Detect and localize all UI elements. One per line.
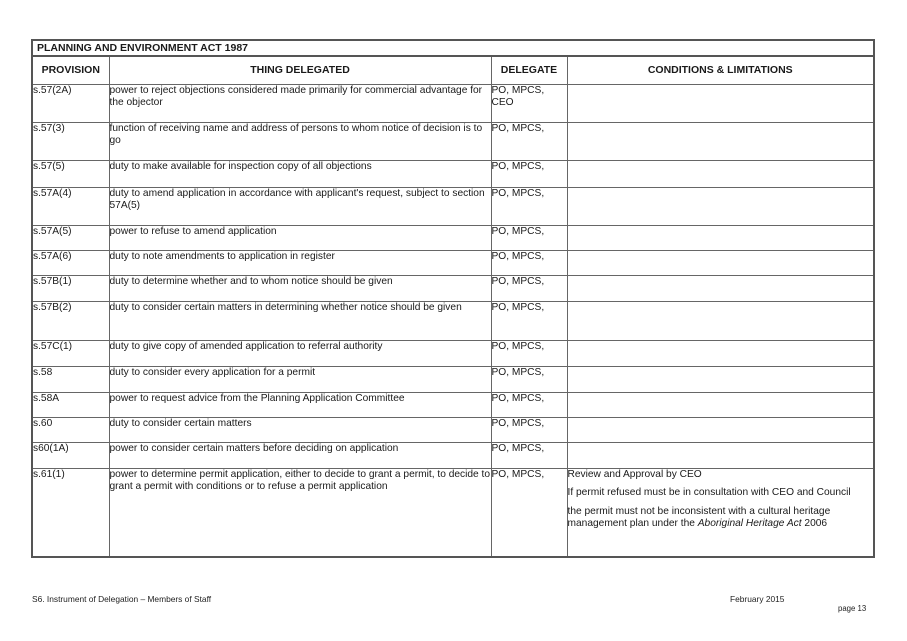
provision-cell: s.57(5) [32,160,109,187]
thing-delegated-cell: power to determine permit application, either to decide to grant a permit, to decide to grant a permit with conditions or to refuse a permit application [109,468,491,557]
provision-cell: s.58 [32,366,109,392]
table-row [32,340,874,366]
table-row [32,442,874,468]
provision-cell: s.57B(2) [32,301,109,340]
conditions-cell [567,417,874,442]
provision-cell: s.58A [32,392,109,417]
provision-cell: s.57A(5) [32,225,109,250]
thing-delegated-cell: duty to consider every application for a permit [109,366,491,392]
table-row [32,468,874,557]
table-row [32,160,874,187]
provision-cell: s.57(2A) [32,84,109,122]
delegate-cell: PO, MPCS, [491,160,567,187]
conditions-cell [567,468,874,557]
provision-cell: s.57A(6) [32,250,109,275]
delegation-table [31,39,875,558]
delegate-cell: PO, MPCS, [491,340,567,366]
delegate-cell: PO, MPCS, [491,301,567,340]
act-name: Aboriginal Heritage Act [697,518,802,529]
provision-cell: s60(1A) [32,442,109,468]
conditions-cell [567,340,874,366]
provision-cell: s.57A(4) [32,187,109,225]
provision-cell: s.61(1) [32,468,109,557]
delegate-cell: PO, MPCS, [491,392,567,417]
footer-document-title: S6. Instrument of Delegation – Members of Staff [32,594,212,604]
table-row [32,122,874,160]
conditions-cell [567,301,874,340]
table-row [32,250,874,275]
provision-cell: s.57C(1) [32,340,109,366]
thing-delegated-cell: duty to amend application in accordance with applicant's request, subject to section 57A(5) [109,187,491,225]
thing-delegated-cell: power to reject objections considered made primarily for commercial advantage for the objector [109,84,491,122]
footer-page-number: page 13 [838,604,867,613]
delegate-cell: PO, MPCS, [491,225,567,250]
thing-delegated-cell: function of receiving name and address of persons to whom notice of decision is to go [109,122,491,160]
table-row [32,392,874,417]
condition-permit-refused: If permit refused must be in consultation with CEO and Council [567,487,851,498]
thing-delegated-cell: power to consider certain matters before deciding on application [109,442,491,468]
act-year: 2006 [801,518,828,529]
conditions-cell [567,392,874,417]
condition-review-approval: Review and Approval by CEO [567,468,702,480]
table-title: PLANNING AND ENVIRONMENT ACT 1987 [32,40,874,56]
delegate-cell: PO, MPCS, [491,187,567,225]
provision-cell: s.60 [32,417,109,442]
table-header-row [32,56,874,85]
conditions-cell [567,122,874,160]
thing-delegated-cell: power to refuse to amend application [109,225,491,250]
conditions-cell [567,187,874,225]
table-row [32,187,874,225]
delegate-cell: PO, MPCS, [491,275,567,301]
thing-delegated-cell: duty to consider certain matters [109,417,491,442]
table-row [32,275,874,301]
delegate-cell: PO, MPCS, [491,468,567,557]
column-header-thing-delegated: THING DELEGATED [109,56,491,85]
table-row [32,366,874,392]
conditions-cell [567,366,874,392]
column-header-conditions: CONDITIONS & LIMITATIONS [567,56,874,85]
column-header-provision: PROVISION [32,56,109,85]
table-row [32,84,874,122]
condition-heritage-text: the permit must not be inconsistent with a cultural heritage management plan under the [567,505,831,529]
thing-delegated-cell: duty to determine whether and to whom notice should be given [109,275,491,301]
conditions-cell [567,275,874,301]
table-row [32,417,874,442]
table-row [32,225,874,250]
table-row [32,301,874,340]
provision-cell: s.57(3) [32,122,109,160]
thing-delegated-cell: duty to give copy of amended application to referral authority [109,340,491,366]
delegate-cell: PO, MPCS, [491,250,567,275]
delegate-cell: PO, MPCS, [491,417,567,442]
conditions-cell [567,250,874,275]
condition-heritage-plan [568,506,874,531]
column-header-delegate: DELEGATE [491,56,567,85]
footer-date: February 2015 [730,594,785,604]
thing-delegated-cell: duty to note amendments to application in register [109,250,491,275]
conditions-cell [567,442,874,468]
delegate-cell: PO, MPCS, [491,122,567,160]
conditions-cell [567,160,874,187]
thing-delegated-cell: power to request advice from the Planning Application Committee [109,392,491,417]
conditions-cell [567,225,874,250]
delegate-cell: PO, MPCS, CEO [491,84,567,122]
conditions-cell [567,84,874,122]
table-title-row [32,40,874,56]
thing-delegated-cell: duty to consider certain matters in determining whether notice should be given [109,301,491,340]
delegate-cell: PO, MPCS, [491,442,567,468]
provision-cell: s.57B(1) [32,275,109,301]
delegate-cell: PO, MPCS, [491,366,567,392]
thing-delegated-cell: duty to make available for inspection copy of all objections [109,160,491,187]
